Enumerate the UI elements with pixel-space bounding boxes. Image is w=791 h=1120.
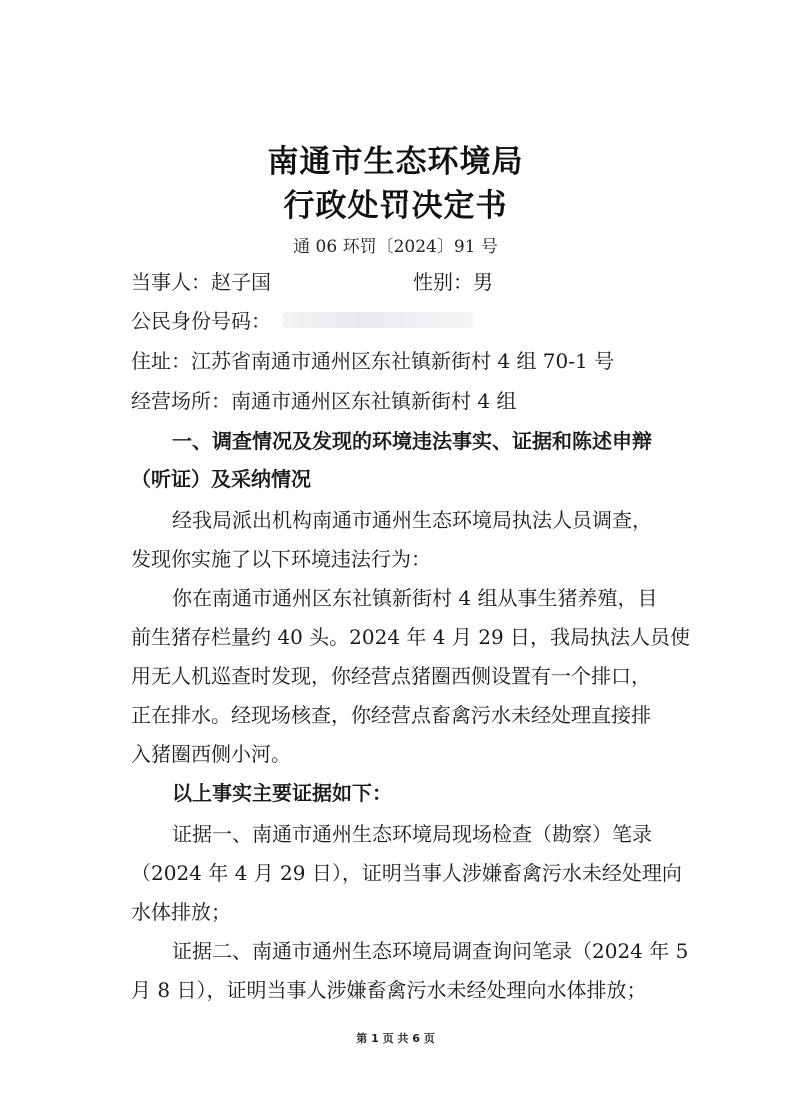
section-heading-line2: （听证）及采纳情况: [131, 467, 311, 491]
evidence-line: （2024 年 4 月 29 日），证明当事人涉嫌畜禽污水未经处理向: [131, 861, 682, 885]
paragraph-line: 前生猪存栏量约 40 头。2024 年 4 月 29 日，我局执法人员使: [131, 625, 691, 649]
document-title-type: 行政处罚决定书: [283, 188, 508, 224]
section-heading-line1: 一、调查情况及发现的环境违法事实、证据和陈述申辩: [172, 429, 652, 453]
paragraph-line: 正在排水。经现场核查，你经营点畜禽污水未经处理直接排: [131, 703, 651, 727]
party-gender: 性别：男: [413, 270, 493, 294]
evidence-line: 证据二、南通市通州生态环境局调查询问笔录（2024 年 5: [172, 939, 689, 963]
paragraph-line: 入猪圈西侧小河。: [131, 742, 291, 766]
party-address: 住址：江苏省南通市通州区东社镇新街村 4 组 70-1 号: [131, 349, 615, 373]
evidence-line: 水体排放；: [131, 900, 231, 924]
paragraph-line: 经我局派出机构南通市通州生态环境局执法人员调查，: [172, 508, 652, 532]
evidence-heading: 以上事实主要证据如下：: [172, 781, 392, 805]
document-title-agency: 南通市生态环境局: [267, 144, 524, 180]
page-number: 第 1 页 共 6 页: [356, 1032, 435, 1045]
paragraph-line: 发现你实施了以下环境违法行为：: [131, 547, 431, 571]
redacted-id-number: [283, 312, 473, 328]
evidence-line: 月 8 日），证明当事人涉嫌畜禽污水未经处理向水体排放；: [131, 978, 647, 1002]
party-business-location: 经营场所：南通市通州区东社镇新街村 4 组: [131, 389, 517, 413]
paragraph-line: 你在南通市通州区东社镇新街村 4 组从事生猪养殖，目: [172, 586, 658, 610]
party-name: 当事人：赵子国: [131, 270, 271, 294]
paragraph-line: 用无人机巡查时发现，你经营点猪圈西侧设置有一个排口，: [131, 664, 651, 688]
document-number: 通 06 环罚〔2024〕91 号: [293, 237, 498, 257]
evidence-line: 证据一、南通市通州生态环境局现场检查（勘察）笔录: [172, 822, 652, 846]
party-id-label: 公民身份号码：: [131, 309, 271, 333]
